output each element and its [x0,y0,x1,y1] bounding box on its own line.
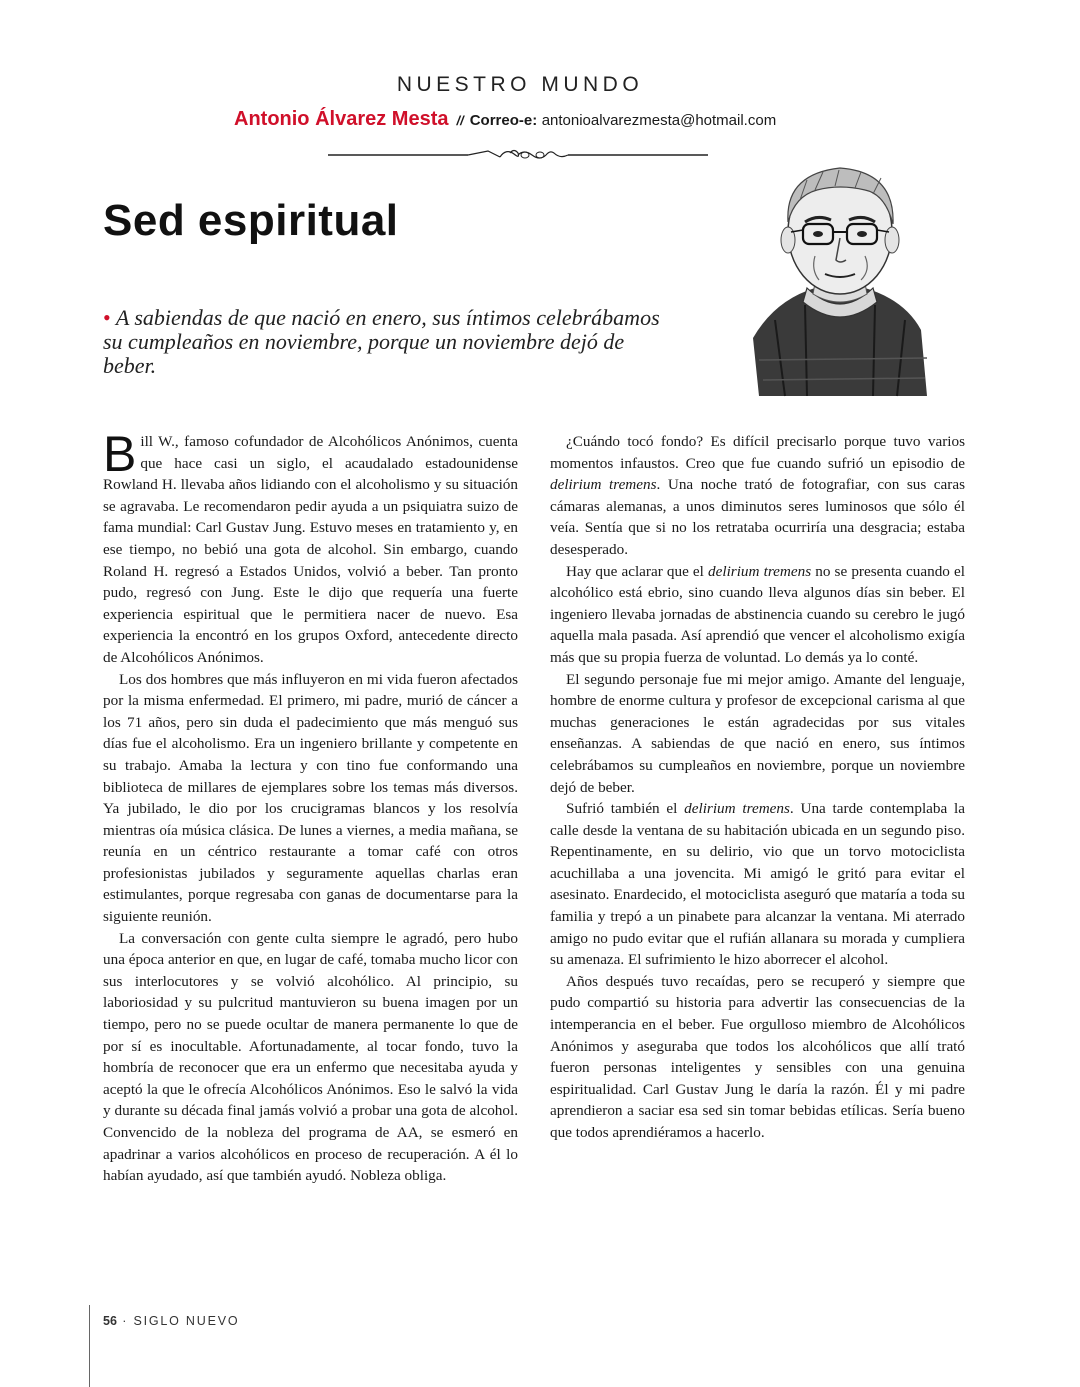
page-number: 56 [103,1314,117,1328]
paragraph: Los dos hombres que más influyeron en mi vida fueron afectados por la misma enfermedad. El primero, mi padre, murió de cáncer a los 71 años, pero sin duda el padecimiento que más menguó sus días fue el alcoholismo. Era un ingeniero brillante y competente en su trabajo. Amaba la lectura y con tino fue conformando una biblioteca de millares de ejemplares sobre los temas más diversos. Ya jubilado, le dio por los crucigramas blancos y los resolvía mientras oía música clásica. De lunes a viernes, a media mañana, se reunía en un céntrico restaurante a tomar café con otros profesionistas jubilados y seguramente aquellas charlas eran estimulantes, porque regresaba con ganas de documentarse para la siguiente reunión. [103,670,518,926]
paragraph-text: . Una noche trató de fotografiar, con sus caras cámaras alemanas, a unos diminutos seres luminosos que sólo él veía. Sentía que si no los retrataba ocurriría una desgracia; estaba desesperado. [550,476,965,558]
paragraph: Años después tuvo recaídas, pero se recuperó y siempre que pudo compartió su historia para advertir las consecuencias de la intemperancia en el beber. Fue orgulloso miembro de Alcohólicos Anónimos y aseguraba que todos los alcohólicos que allí trató fueron personas inteligentes y sensibles con una genuina espiritualidad. Carl Gustav Jung le daría la razón. Él y mi padre aprendieron a saciar esa sed sin tomar bebidas etílicas. Sería bueno que todos aprendiéramos a hacerlo. [550,972,965,1141]
section-label: NUESTRO MUNDO [396,73,644,96]
paragraph [550,798,965,971]
article-column-left [103,426,518,1187]
magazine-name: SIGLO NUEVO [133,1314,240,1328]
article-title: Sed espiritual [103,196,399,245]
emphasis: delirium tremens [684,800,790,818]
pull-quote-bullet: • [103,305,111,330]
paragraph [103,426,518,669]
page-footer [103,1314,239,1328]
email-label: Correo-e: [469,112,538,129]
paragraph: La conversación con gente culta siempre le agradó, pero hubo una época anterior en que, en lugar de café, tomaba mucho licor con sus interlocutores y se volvió alcohólico. Al principio, su laboriosidad y su pulcritud mantuvieron su buena imagen por un tiempo, pero no se puede ocultar de manera permanente lo que de por sí es inocultable. Afortunadamente, al tocar fondo, tuvo la hombría de reconocer que era un enfermo que necesitaba ayuda y aceptó la que le ofrecía Alcohólicos Anónimos. Eso le salvó la vida y durante su década final jamás volvió a probar una gota de alcohol. Convencido de la nobleza del programa de AA, se esmeró en apadrinar a varios alcohólicos en proceso de recuperación. A él lo habían ayudado, así que también ayudó. Nobleza obliga. [103,929,518,1185]
author-name: Antonio Álvarez Mesta [234,108,449,130]
author-portrait-sketch-icon [745,160,935,400]
emphasis: delirium tremens [550,476,657,494]
paragraph-text: no se presenta cuando el alcohólico está ebrio, sino cuando lleva algunos días sin beber. El ingeniero llevaba jornadas de abstinencia cuando su cerebro le jugó aquella mala pasada. Así aprendió que vencer el alcoholismo exigía más que su propia fuerza de voluntad. Lo demás ya lo conté. [550,562,965,666]
scroll-divider-ornament-icon [328,145,708,165]
paragraph-text: Sufrió también el [566,800,685,818]
paragraph [550,431,965,561]
byline [234,108,934,131]
footer-dot: · [122,1314,129,1328]
paragraph-text: ¿Cuándo tocó fondo? Es difícil precisarlo porque tuvo varios momentos infaustos. Creo que fue cuando sufrió un episodio de [550,433,965,472]
footer-rule [89,1305,90,1387]
article-column-right [550,431,965,1144]
pull-quote [103,306,663,378]
paragraph-text: Hay que aclarar que el [566,562,709,580]
byline-separator: // [456,113,464,128]
email-link[interactable]: antonioalvarezmesta@hotmail.com [541,112,777,129]
drop-cap: B [103,426,137,482]
paragraph: El segundo personaje fue mi mejor amigo. Amante del lenguaje, hombre de enorme cultura y profesor de excepcional carisma al que muchas generaciones le están agradecidas por sus vitales enseñanzas. A sabiendas de que nació en enero, sus íntimos celebrábamos su cumpleaños en noviembre, porque un noviembre dejó de beber. [550,670,965,796]
emphasis: delirium tremens [708,562,812,580]
pull-quote-text: A sabiendas de que nació en enero, sus íntimos celebrábamos su cumpleaños en noviembre, porque un noviembre dejó de beber. [103,305,660,378]
paragraph-text: ill W., famoso cofundador de Alcohólicos Anónimos, cuenta que hace casi un siglo, el acaudalado estadounidense Rowland H. llevaba años lidiando con el alcoholismo y su situación se agravaba. Le recomendaron pedir ayuda a un psiquiatra suizo de fama mundial: Carl Gustav Jung. Estuvo meses en tratamiento y, en ese tiempo, no bebió una gota de alcohol. Sin embargo, cuando Roland H. regresó a Estados Unidos, volvió a beber. Tan pronto pudo, regresó con Jung. Este le dijo que requería una fuerte experiencia espiritual que le permitiera nacer de nuevo. Esa experiencia la encontró en los grupos Oxford, antecedente directo de Alcohólicos Anónimos. [103,433,518,666]
paragraph [550,561,965,669]
paragraph-text: . Una tarde contemplaba la calle desde la ventana de su habitación ubicada en un segundo piso. Repentinamente, en su delirio, vio que un torvo motociclista acuchillaba a una jovencita. Mi amigó le gritó para evitar el asesinato. Enardecido, el motociclista aseguró que mataría a toda su familia y trepó a un pinabete para alcanzar la ventana. Mi aterrado amigo no pudo evitar que el rufián allanara su morada y cumpliera su amenaza. El sufrimiento le hizo aborrecer el alcohol. [550,800,965,969]
